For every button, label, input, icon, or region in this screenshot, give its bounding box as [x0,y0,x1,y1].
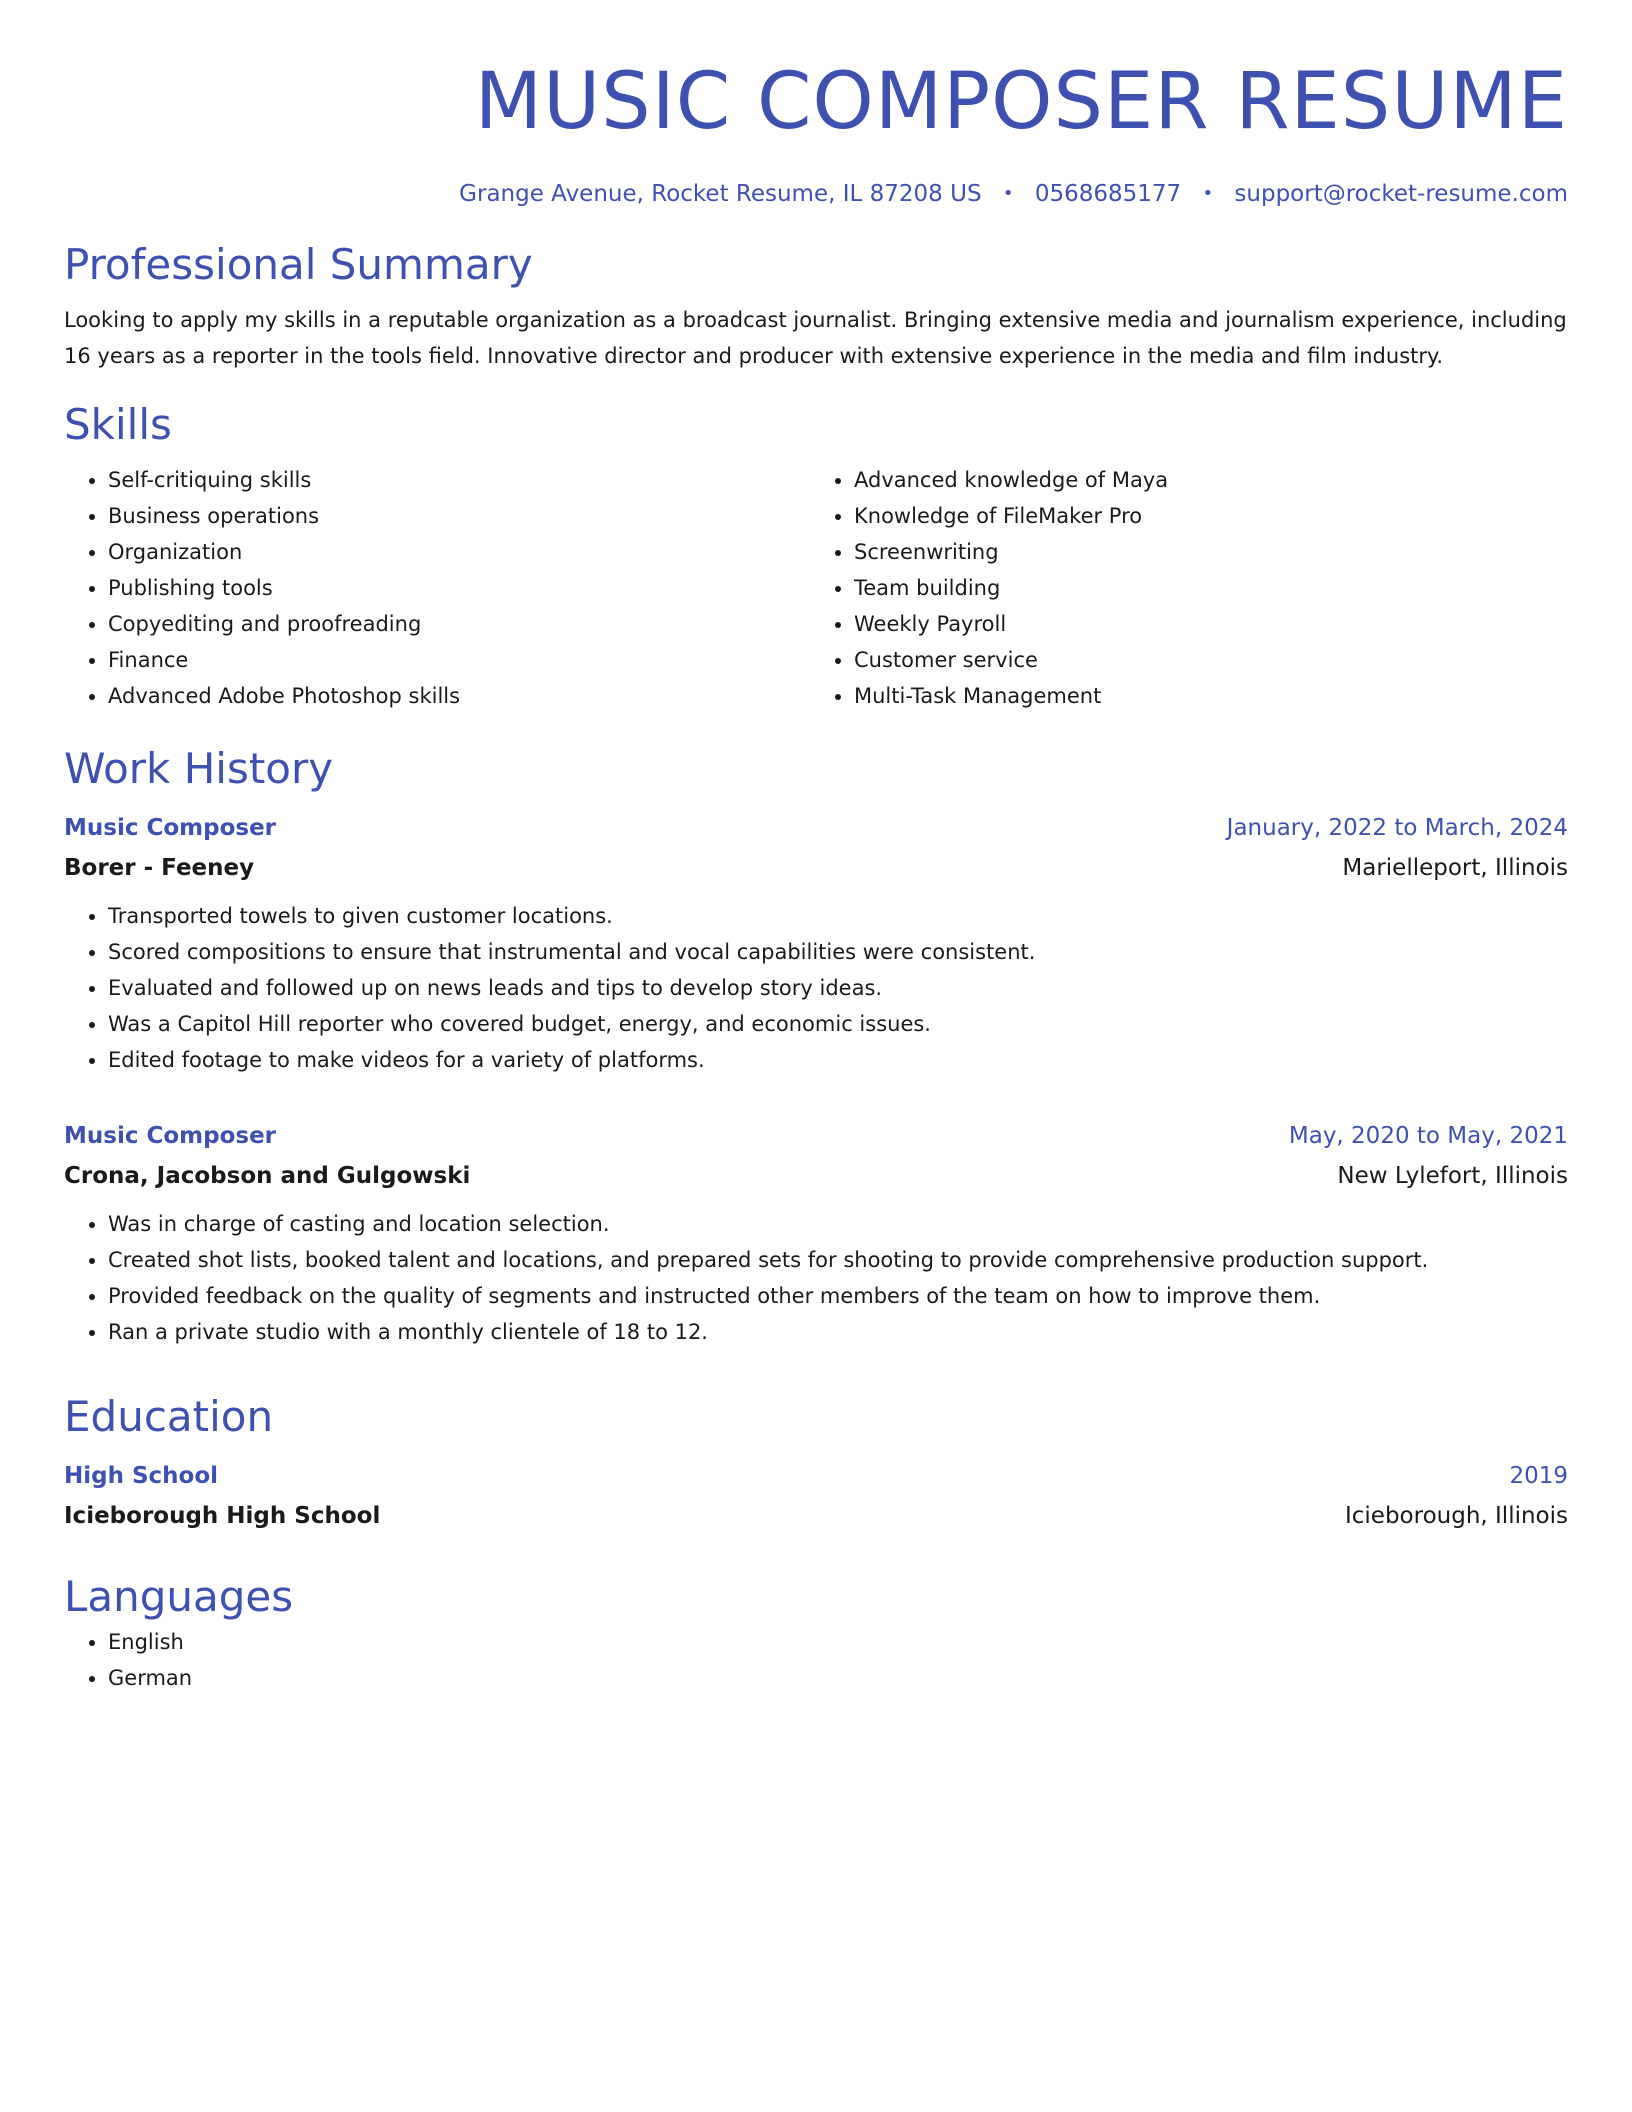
language-item: • English [108,1624,1568,1660]
job-bullet: • Was in charge of casting and location selection. [108,1206,1568,1242]
skill-item: • Finance [108,642,816,678]
education-entry [64,1458,1568,1534]
job-header-row [64,810,1568,846]
job-entry [64,810,1568,1078]
job-bullet: • Edited footage to make videos for a variety of platforms. [108,1042,1568,1078]
job-bullets [64,898,1568,1078]
contact-phone: 0568685177 [1034,181,1182,207]
contact-separator: • [1002,183,1014,204]
contact-email[interactable]: support@rocket-resume.com [1234,181,1568,207]
skills-list-left [64,462,816,714]
section-title-summary: Professional Summary [64,240,533,289]
section-title-languages: Languages [64,1572,294,1621]
job-bullet: • Scored compositions to ensure that instrumental and vocal capabilities were consistent. [108,934,1568,970]
skill-item: • Publishing tools [108,570,816,606]
job-header-row [64,1118,1568,1154]
job-location: New Lylefort, Illinois [1337,1163,1568,1189]
contact-separator: • [1202,183,1214,204]
skill-item: • Advanced knowledge of Maya [854,462,1568,498]
skill-item: • Team building [854,570,1568,606]
job-company-row [64,850,1568,886]
language-item: • German [108,1660,1568,1696]
skill-item: • Advanced Adobe Photoshop skills [108,678,816,714]
job-title: Music Composer [64,1123,277,1149]
skills-list-right [810,462,1568,714]
contact-address: Grange Avenue, Rocket Resume, IL 87208 US [459,181,982,207]
skill-item: • Weekly Payroll [854,606,1568,642]
job-bullet: • Created shot lists, booked talent and locations, and prepared sets for shooting to provide comprehensive production support. [108,1242,1568,1278]
job-bullet: • Ran a private studio with a monthly clientele of 18 to 12. [108,1314,1568,1350]
summary-text: Looking to apply my skills in a reputable organization as a broadcast journalist. Bringing extensive media and journalism experience, including 16 years as a reporter in the tools field. Innovative director and producer with extensive experience in the media and film industry. [64,308,1567,368]
job-dates: January, 2022 to March, 2024 [1226,815,1568,841]
job-company-row [64,1158,1568,1194]
job-company: Borer - Feeney [64,855,255,881]
job-dates: May, 2020 to May, 2021 [1288,1123,1568,1149]
education-degree: High School [64,1463,219,1489]
section-title-skills: Skills [64,400,172,449]
job-bullet: • Transported towels to given customer locations. [108,898,1568,934]
skills-grid [64,462,1568,714]
page-title: MUSIC COMPOSER RESUME [474,57,1568,147]
skill-item: • Self-critiquing skills [108,462,816,498]
education-location: Icieborough, Illinois [1344,1503,1568,1529]
education-year: 2019 [1509,1463,1568,1489]
section-title-education: Education [64,1392,274,1441]
job-title: Music Composer [64,815,277,841]
skill-item: • Customer service [854,642,1568,678]
languages-list [64,1624,1568,1696]
skill-item: • Knowledge of FileMaker Pro [854,498,1568,534]
job-bullets [64,1206,1568,1350]
skills-column-right [816,462,1568,714]
job-bullet: • Evaluated and followed up on news leads and tips to develop story ideas. [108,970,1568,1006]
job-bullet: • Provided feedback on the quality of segments and instructed other members of the team on how to improve them. [108,1278,1568,1314]
education-school: Icieborough High School [64,1503,381,1529]
skill-item: • Copyediting and proofreading [108,606,816,642]
skills-column-left [64,462,816,714]
job-company: Crona, Jacobson and Gulgowski [64,1163,471,1189]
skill-item: • Multi-Task Management [854,678,1568,714]
job-bullet: • Was a Capitol Hill reporter who covered budget, energy, and economic issues. [108,1006,1568,1042]
education-header-row [64,1458,1568,1494]
contact-line [64,178,1568,210]
education-school-row [64,1498,1568,1534]
job-location: Marielleport, Illinois [1342,855,1568,881]
skill-item: • Organization [108,534,816,570]
skill-item: • Business operations [108,498,816,534]
section-title-work-history: Work History [64,744,334,793]
skill-item: • Screenwriting [854,534,1568,570]
resume-header [64,56,1568,210]
job-entry [64,1118,1568,1350]
